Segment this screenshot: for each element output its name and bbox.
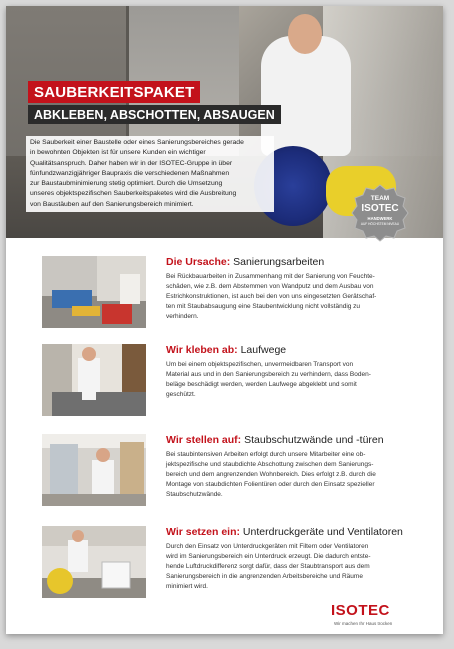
section-heading: Wir kleben ab: Laufwege bbox=[166, 344, 287, 356]
section-heading: Wir stellen auf: Staubschutzwände und -türen bbox=[166, 434, 384, 446]
photo-demolition bbox=[42, 256, 146, 328]
page-subtitle: ABKLEBEN, ABSCHOTTEN, ABSAUGEN bbox=[28, 105, 281, 124]
section-body: Durch den Einsatz von Unterdruckgeräten mit Filtern oder Ventilatoren wird im Sanierungsbereich ein Unterdruck erzeugt. Die dadurch entste- hende Luftdruckdifferenz sorgt dafür, dass der Staubtransport aus dem Sanierungsbereich in die angrenzenden Arbeitsbereiche und Räume minimiert wird. bbox=[166, 543, 371, 591]
badge-line-isotec: ISOTEC bbox=[361, 203, 399, 214]
logo-text: ISOTEC bbox=[331, 602, 390, 619]
photo-floor-protection bbox=[42, 344, 146, 416]
logo-tagline: Wir machen Ihr Haus trocken bbox=[334, 621, 393, 626]
title-box bbox=[28, 81, 281, 124]
section-heading: Wir setzen ein: Unterdruckgeräte und Ventilatoren bbox=[166, 526, 403, 538]
section-body: Bei Rückbauarbeiten in Zusammenhang mit der Sanierung von Feuchte- schäden, wie z.B. dem Abstemmen von Wandputz und dem Ausbau von Estrichkonstruktionen, ist auch bei den von uns eingesetzten Gerätschaf- ten mit Staubabsaugung eine Staubentwicklung nicht vollständig zu verhindern. bbox=[166, 273, 377, 321]
team-isotec-badge bbox=[351, 184, 409, 242]
page-title: SAUBERKEITSPAKET bbox=[28, 81, 200, 103]
section-body: Bei staubintensiven Arbeiten erfolgt durch unsere Mitarbeiter eine ob- jektspezifische und staubdichte Abschottung zwischen dem Sanierungs- bereich und dem angrenzenden Wohnbereich. Dies erfolgt z.B. durch die Montage von staubdichten Folientüren oder durch den Einsatz spezieller Staubschutzwände. bbox=[166, 451, 376, 499]
flyer-page bbox=[6, 6, 443, 634]
photo-dust-wall bbox=[42, 434, 146, 506]
badge-line-team: TEAM bbox=[370, 195, 390, 202]
section-heading: Die Ursache: Sanierungsarbeiten bbox=[166, 256, 325, 268]
isotec-logo bbox=[331, 602, 411, 622]
intro-text: Die Sauberkeit einer Baustelle oder eines Sanierungsbereiches gerade in bewohnten Objekten ist für unsere Kunden ein wichtiger Qualitätsanspruch. Daher haben wir in der ISOTEC-Gruppe in über fünfundzwanzigjähriger Baupraxis die verschiedenen Maßnahmen zur Baustaubminimierung stetig optimiert. Durch die Umsetzung unseres objektspezifischen Sauberkeitspaketes wird die Ausbreitung von Baustäuben auf den Sanierungsbereich minimiert. bbox=[26, 136, 274, 212]
badge-line-niveau: AUF HÖCHSTEM NIVEAU bbox=[360, 222, 400, 226]
photo-negative-pressure bbox=[42, 526, 146, 598]
section-body: Um bei einem objektspezifischen, unvermeidbaren Transport von Material aus und in den Sanierungsbereich zu verhindern, dass Boden- beläge beschädigt werden, werden Laufwege abgeklebt und somit geschützt. bbox=[166, 361, 371, 399]
badge-line-handwerk: HANDWERK bbox=[367, 216, 393, 221]
